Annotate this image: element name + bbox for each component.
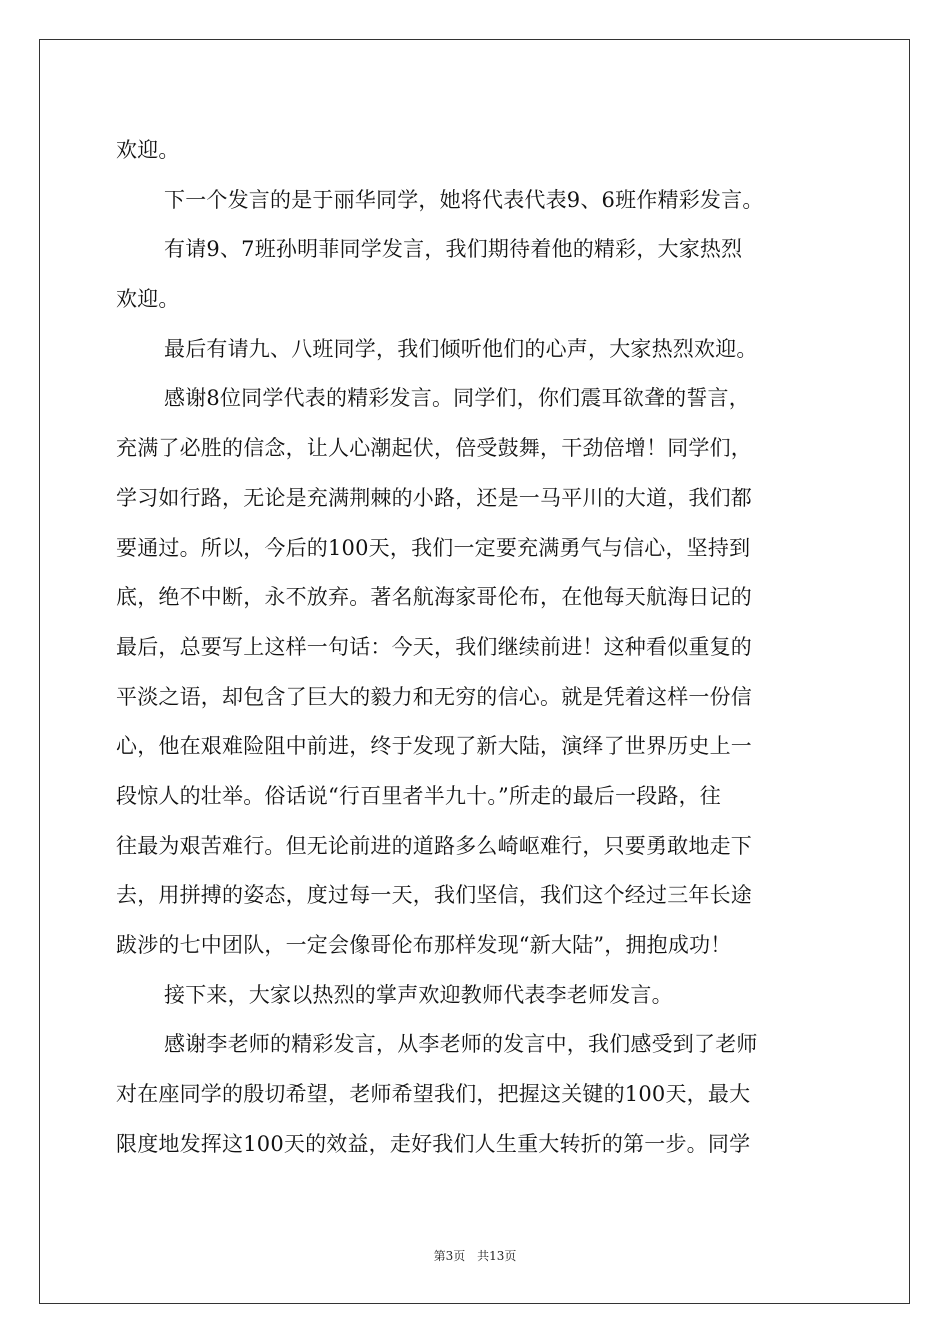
text-line: 欢迎。	[116, 138, 180, 162]
text-line: 有请9、7班孙明菲同学发言，我们期待着他的精彩，大家热烈	[164, 237, 743, 262]
text-line: 心，他在艰难险阻中前进，终于发现了新大陆，演绎了世界历史上一	[116, 734, 752, 759]
text-line: 底，绝不中断，永不放弃。著名航海家哥伦布，在他每天航海日记的	[116, 585, 752, 610]
text-line: 欢迎。	[116, 287, 180, 312]
text-line: 限度地发挥这100天的效益，走好我们人生重大转折的第一步。同学	[116, 1131, 751, 1156]
page-number: 第3页	[433, 1249, 466, 1263]
text-line: 充满了必胜的信念，让人心潮起伏，倍受鼓舞，干劲倍增！同学们，	[116, 436, 752, 461]
text-line: 对在座同学的殷切希望，老师希望我们，把握这关键的100天，最大	[116, 1082, 751, 1107]
text-line: 下一个发言的是于丽华同学，她将代表代表9、6班作精彩发言。	[164, 187, 764, 212]
document-body	[116, 126, 836, 1169]
page-footer	[0, 1247, 950, 1264]
text-line: 往最为艰苦难行。但无论前进的道路多么崎岖难行，只要勇敢地走下	[116, 833, 752, 858]
text-line: 学习如行路，无论是充满荆棘的小路，还是一马平川的大道，我们都	[116, 485, 752, 510]
text-line: 平淡之语，却包含了巨大的毅力和无穷的信心。就是凭着这样一份信	[116, 684, 752, 709]
text-line: 最后有请九、八班同学，我们倾听他们的心声，大家热烈欢迎。	[164, 336, 758, 361]
text-line: 感谢李老师的精彩发言，从李老师的发言中，我们感受到了老师	[164, 1032, 758, 1057]
text-line: 感谢8位同学代表的精彩发言。同学们，你们震耳欲聋的誓言，	[164, 386, 750, 411]
text-line: 接下来，大家以热烈的掌声欢迎教师代表李老师发言。	[164, 982, 673, 1007]
page-total: 共13页	[477, 1249, 517, 1263]
text-line: 去，用拼搏的姿态，度过每一天，我们坚信，我们这个经过三年长途	[116, 883, 752, 908]
text-line: 最后，总要写上这样一句话：今天，我们继续前进！这种看似重复的	[116, 634, 752, 659]
text-line: 跋涉的七中团队，一定会像哥伦布那样发现“新大陆”，拥抱成功！	[116, 933, 732, 957]
text-line: 段惊人的壮举。俗话说“行百里者半九十。”所走的最后一段路，往	[116, 783, 721, 808]
text-line: 要通过。所以，今后的100天，我们一定要充满勇气与信心，坚持到	[116, 535, 751, 560]
